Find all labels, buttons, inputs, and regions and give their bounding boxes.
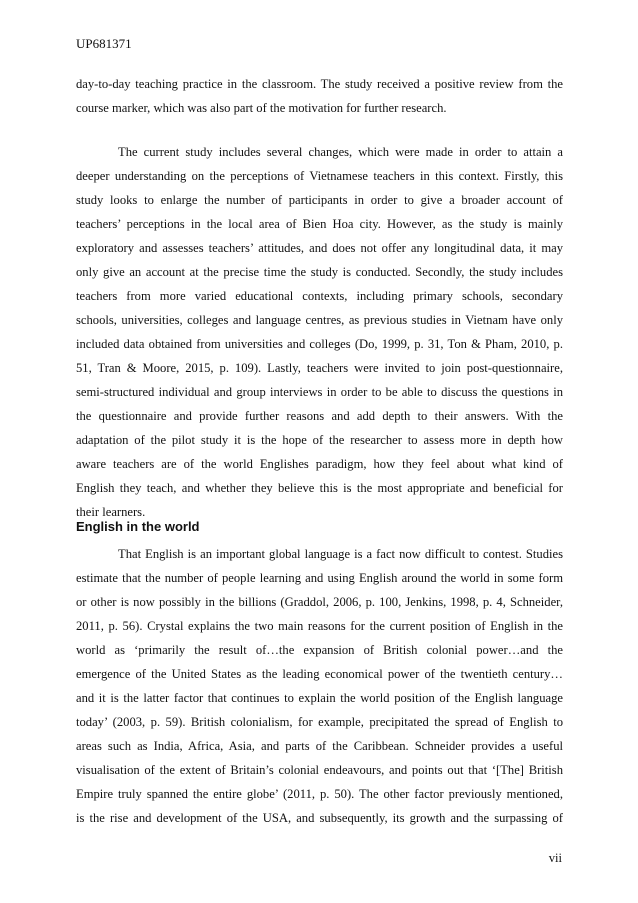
text-line: exploratory and assesses teachers’ attitudes, and does not offer any longitudinal data, it may	[76, 241, 563, 255]
text-line: The current study includes several changes, which were made in order to attain a	[118, 145, 563, 159]
text-line: day-to-day teaching practice in the classroom. The study received a positive review from the	[76, 77, 563, 91]
text-line: their learners.	[76, 505, 146, 519]
text-line: study looks to enlarge the number of participants in order to give a broader account of	[76, 193, 563, 207]
text-line: is the rise and development of the USA, and subsequently, its growth and the surpassing of	[76, 811, 563, 825]
text-line: That English is an important global language is a fact now difficult to contest. Studies	[118, 547, 563, 561]
text-line: only give an account at the precise time the study is conducted. Secondly, the study includes	[76, 265, 563, 279]
text-line: deeper understanding on the perceptions of Vietnamese teachers in this context. Firstly, this	[76, 169, 563, 183]
text-line: course marker, which was also part of the motivation for further research.	[76, 101, 447, 115]
page-number: vii	[548, 851, 562, 865]
text-line: teachers from more varied educational contexts, including primary schools, secondary	[76, 289, 563, 303]
text-line: emergence of the United States as the leading economical power of the twentieth century…	[76, 667, 563, 681]
text-line: estimate that the number of people learning and using English around the world in some form	[76, 571, 563, 585]
text-line: areas such as India, Africa, Asia, and parts of the Caribbean. Schneider provides a useful	[76, 739, 563, 753]
text-line: 51, Tran & Moore, 2015, p. 109). Lastly, teachers were invited to join post-questionnaire,	[76, 361, 563, 375]
text-line: included data obtained from universities and colleges (Do, 1999, p. 31, Ton & Pham, 2010, p.	[76, 337, 563, 351]
text-line: 2011, p. 56). Crystal explains the two main reasons for the current position of English in the	[76, 619, 563, 633]
text-line: Empire truly spanned the entire globe’ (2011, p. 50). The other factor previously mentioned,	[76, 787, 563, 801]
text-line: the questionnaire and provide further reasons and add depth to their answers. With the	[76, 409, 563, 423]
text-line: English they teach, and whether they believe this is the most appropriate and beneficial for	[76, 481, 563, 495]
text-line: teachers’ perceptions in the local area of Bien Hoa city. However, as the study is mainly	[76, 217, 563, 231]
document-id: UP681371	[76, 36, 132, 51]
text-line: visualisation of the extent of Britain’s colonial endeavours, and points out that ‘[The] British	[76, 763, 563, 777]
text-line: aware teachers are of the world Englishes paradigm, how they feel about what kind of	[76, 457, 563, 471]
text-line: adaptation of the pilot study it is the hope of the researcher to assess more in depth how	[76, 433, 563, 447]
section-heading: English in the world	[76, 519, 200, 534]
text-line: and it is the latter factor that continues to explain the world position of the English language	[76, 691, 563, 705]
text-line: schools, universities, colleges and language centres, as previous studies in Vietnam have only	[76, 313, 563, 327]
text-line: semi-structured individual and group interviews in order to be able to discuss the questions in	[76, 385, 563, 399]
text-line: world as ‘primarily the result of…the expansion of British colonial power…and the	[76, 643, 563, 657]
text-line: or other is now possibly in the billions (Graddol, 2006, p. 100, Jenkins, 1998, p. 4, Schneider,	[76, 595, 563, 609]
text-line: today’ (2003, p. 59). British colonialism, for example, precipitated the spread of English to	[76, 715, 563, 729]
